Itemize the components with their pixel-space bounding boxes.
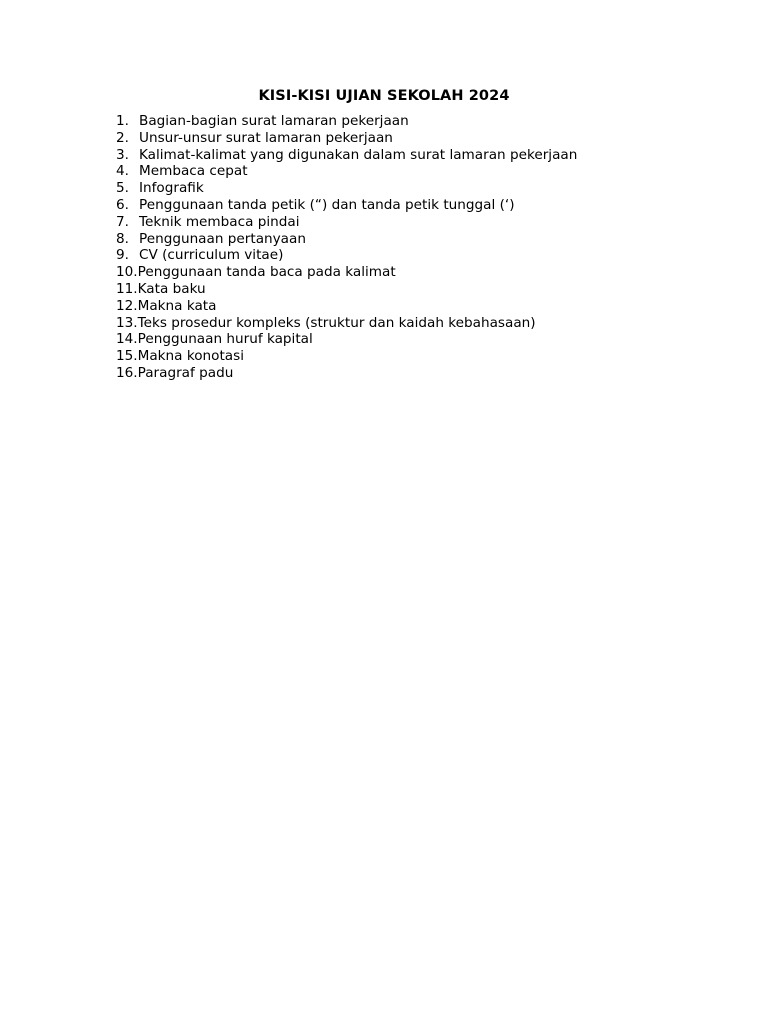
- list-item-number: 6.: [116, 196, 129, 213]
- list-item-number: 10.: [116, 264, 138, 281]
- list-item: [116, 331, 577, 348]
- list-item: [116, 315, 577, 332]
- list-item-number: 5.: [116, 180, 129, 197]
- list-item-text: Teknik membaca pindai: [139, 213, 300, 230]
- list-item-text: CV (curriculum vitae): [139, 247, 284, 264]
- list-item: [116, 147, 577, 164]
- topic-list: [116, 113, 577, 382]
- list-item-number: 11.: [116, 280, 138, 297]
- list-item-number: 16.: [116, 364, 138, 381]
- list-item: [116, 247, 577, 264]
- document-title: KISI-KISI UJIAN SEKOLAH 2024: [258, 88, 510, 104]
- list-item-number: 2.: [116, 129, 129, 146]
- list-item-text: Kata baku: [137, 280, 206, 297]
- list-item-number: 12.: [116, 297, 138, 314]
- list-item: [116, 281, 577, 298]
- list-item-text: Infografik: [139, 180, 204, 197]
- list-item-text: Penggunaan pertanyaan: [139, 230, 306, 247]
- list-item-number: 4.: [116, 163, 129, 180]
- list-item-number: 14.: [116, 331, 138, 348]
- list-item-number: 9.: [116, 247, 129, 264]
- list-item-number: 8.: [116, 230, 129, 247]
- list-item-text: Makna kata: [137, 297, 217, 314]
- list-item: [116, 298, 577, 315]
- list-item: [116, 348, 577, 365]
- list-item-text: Kalimat-kalimat yang digunakan dalam surat lamaran pekerjaan: [139, 146, 578, 163]
- list-item: [116, 231, 577, 248]
- list-item: [116, 180, 577, 197]
- list-item: [116, 130, 577, 147]
- list-item-text: Teks prosedur kompleks (struktur dan kaidah kebahasaan): [137, 314, 536, 331]
- list-item-text: Membaca cepat: [139, 163, 248, 180]
- list-item: [116, 264, 577, 281]
- list-item: [116, 113, 577, 130]
- list-item-number: 15.: [116, 348, 138, 365]
- list-item-text: Paragraf padu: [137, 364, 234, 381]
- list-item-text: Makna konotasi: [137, 348, 244, 365]
- list-item: [116, 197, 577, 214]
- list-item: [116, 365, 577, 382]
- list-item-number: 3.: [116, 146, 129, 163]
- list-item-number: 1.: [116, 113, 129, 129]
- list-item-text: Penggunaan tanda petik (“) dan tanda petik tunggal (‘): [139, 196, 515, 213]
- list-item: [116, 163, 577, 180]
- list-item-text: Penggunaan tanda baca pada kalimat: [137, 264, 396, 281]
- list-item-number: 7.: [116, 213, 129, 230]
- list-item-text: Unsur-unsur surat lamaran pekerjaan: [139, 129, 393, 146]
- list-item: [116, 214, 577, 231]
- list-item-text: Penggunaan huruf kapital: [137, 331, 313, 348]
- list-item-text: Bagian-bagian surat lamaran pekerjaan: [139, 113, 409, 129]
- list-item-number: 13.: [116, 314, 138, 331]
